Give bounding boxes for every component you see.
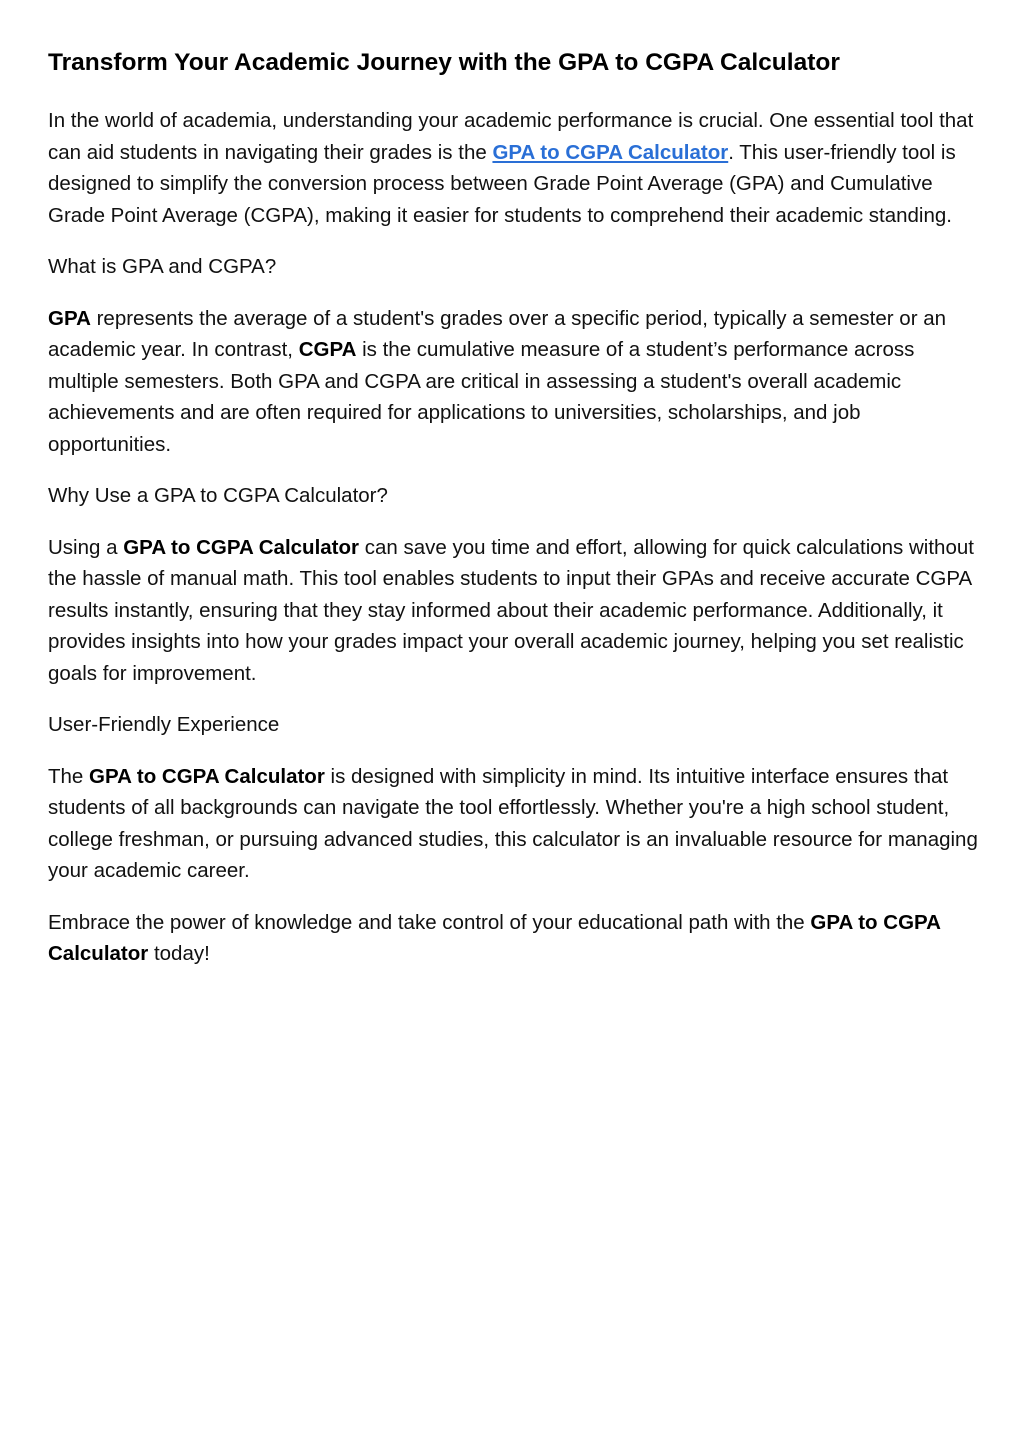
closing-calculator-term: GPA to CGPA Calculator	[48, 910, 941, 965]
closing-text-1: Embrace the power of knowledge and take control of your educational path with the	[48, 910, 811, 934]
why-text-2: can save you time and effort, allowing for quick calculations without the hassle of manual math. This tool enables students to input their GPAs and receive accurate CGPA results instantly, ensuring that they stay informed about their academic performance. Additionally, it provides insights into how your grades impact your overall academic journey, helping you set realistic goals for improvement.	[48, 535, 974, 685]
user-calculator-term: GPA to CGPA Calculator	[89, 764, 325, 788]
user-text-2: is designed with simplicity in mind. Its intuitive interface ensures that students of all backgrounds can navigate the tool effortlessly. Whether you're a high school student, college freshman, or pursuing advanced studies, this calculator is an invaluable resource for managing your academic career.	[48, 764, 978, 882]
intro-text-before-link: In the world of academia, understanding your academic performance is crucial. One essential tool that can aid students in navigating their grades is the	[48, 109, 974, 164]
intro-text-after-link: . This user-friendly tool is designed to simplify the conversion process between Grade Point Average (GPA) and Cumulative Grade Point Average (CGPA), making it easier for students to comprehend their academic standing.	[48, 140, 956, 227]
what-text-2: is the cumulative measure of a student’s performance across multiple semesters. Both GPA and CGPA are critical in assessing a student's overall academic achievements and are often required for applications to universities, scholarships, and job opportunities.	[48, 338, 915, 456]
section-heading-user-friendly: User-Friendly Experience	[48, 713, 280, 736]
gpa-term: GPA	[48, 306, 91, 330]
why-paragraph	[48, 532, 982, 690]
section-heading-why: Why Use a GPA to CGPA Calculator?	[48, 484, 388, 507]
why-calculator-term: GPA to CGPA Calculator	[123, 535, 359, 559]
cgpa-term: CGPA	[298, 338, 357, 361]
intro-paragraph	[48, 105, 982, 231]
user-friendly-paragraph	[48, 761, 982, 887]
why-text-1: Using a	[48, 535, 124, 559]
user-text-1: The	[48, 764, 90, 788]
closing-paragraph	[48, 907, 982, 970]
closing-text-2: today!	[148, 942, 210, 965]
section-heading-what: What is GPA and CGPA?	[48, 255, 277, 278]
page-title: Transform Your Academic Journey with the GPA to CGPA Calculator	[48, 49, 840, 76]
document-page	[48, 44, 982, 990]
what-text-1: represents the average of a student's grades over a specific period, typically a semester or an academic year. In contrast,	[48, 306, 947, 361]
gpa-to-cgpa-calculator-link[interactable]: GPA to CGPA Calculator	[492, 140, 729, 164]
what-paragraph	[48, 303, 982, 461]
